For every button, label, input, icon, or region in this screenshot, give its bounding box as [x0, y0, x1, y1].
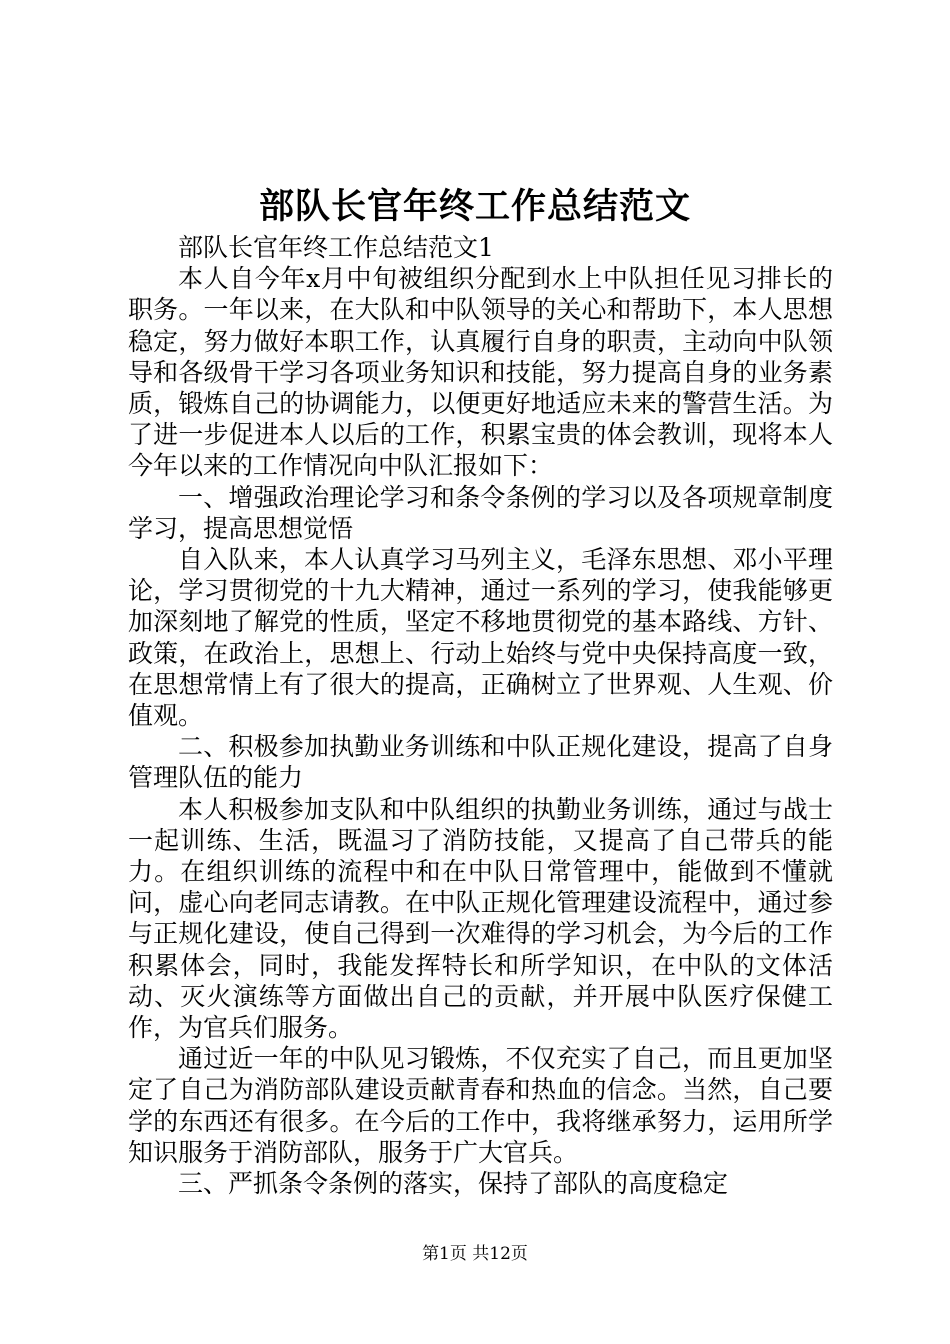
document-body: [128, 232, 833, 1199]
section-2-paragraph-2: 通过近一年的中队见习锻炼，不仅充实了自己，而且更加坚定了自己为消防部队建设贡献青春和热血的信念。当然，自己要学的东西还有很多。在今后的工作中，我将继承努力，运用所学知识服务于消防部队，服务于广大官兵。: [128, 1044, 833, 1167]
section-1-paragraph: 自入队来，本人认真学习马列主义，毛泽东思想、邓小平理论，学习贯彻党的十九大精神，通过一系列的学习，使我能够更加深刻地了解党的性质，坚定不移地贯彻党的基本路线、方针、政策，在政治上，思想上、行动上始终与党中央保持高度一致，在思想常情上有了很大的提高，正确树立了世界观、人生观、价值观。: [128, 545, 833, 731]
subtitle-paragraph: 部队长官年终工作总结范文1: [178, 233, 494, 262]
section-heading-2: 二、积极参加执勤业务训练和中队正规化建设，提高了自身管理队伍的能力: [128, 732, 833, 793]
section-heading-1: 一、增强政治理论学习和条令条例的学习以及各项规章制度学习，提高思想觉悟: [128, 482, 833, 543]
intro-paragraph: 本人自今年x月中旬被组织分配到水上中队担任见习排长的职务。一年以来，在大队和中队领导的关心和帮助下，本人思想稳定，努力做好本职工作，认真履行自身的职责，主动向中队领导和各级骨干学习各项业务知识和技能，努力提高自身的业务素质，锻炼自己的协调能力，以便更好地适应未来的警营生活。为了进一步促进本人以后的工作，积累宝贵的体会教训，现将本人今年以来的工作情况向中队汇报如下：: [128, 264, 833, 481]
page-number-footer: 第1页 共12页: [422, 1244, 528, 1264]
section-heading-3: 三、严抓条令条例的落实，保持了部队的高度稳定: [178, 1169, 729, 1199]
document-title: 部队长官年终工作总结范文: [258, 186, 691, 227]
section-2-paragraph: 本人积极参加支队和中队组织的执勤业务训练，通过与战士一起训练、生活，既温习了消防技能，又提高了自己带兵的能力。在组织训练的流程中和在中队日常管理中，能做到不懂就问，虚心向老同志请教。在中队正规化管理建设流程中，通过参与正规化建设，使自己得到一次难得的学习机会，为今后的工作积累体会，同时，我能发挥特长和所学知识，在中队的文体活动、灭火演练等方面做出自己的贡献，并开展中队医疗保健工作，为官兵们服务。: [128, 794, 833, 1043]
